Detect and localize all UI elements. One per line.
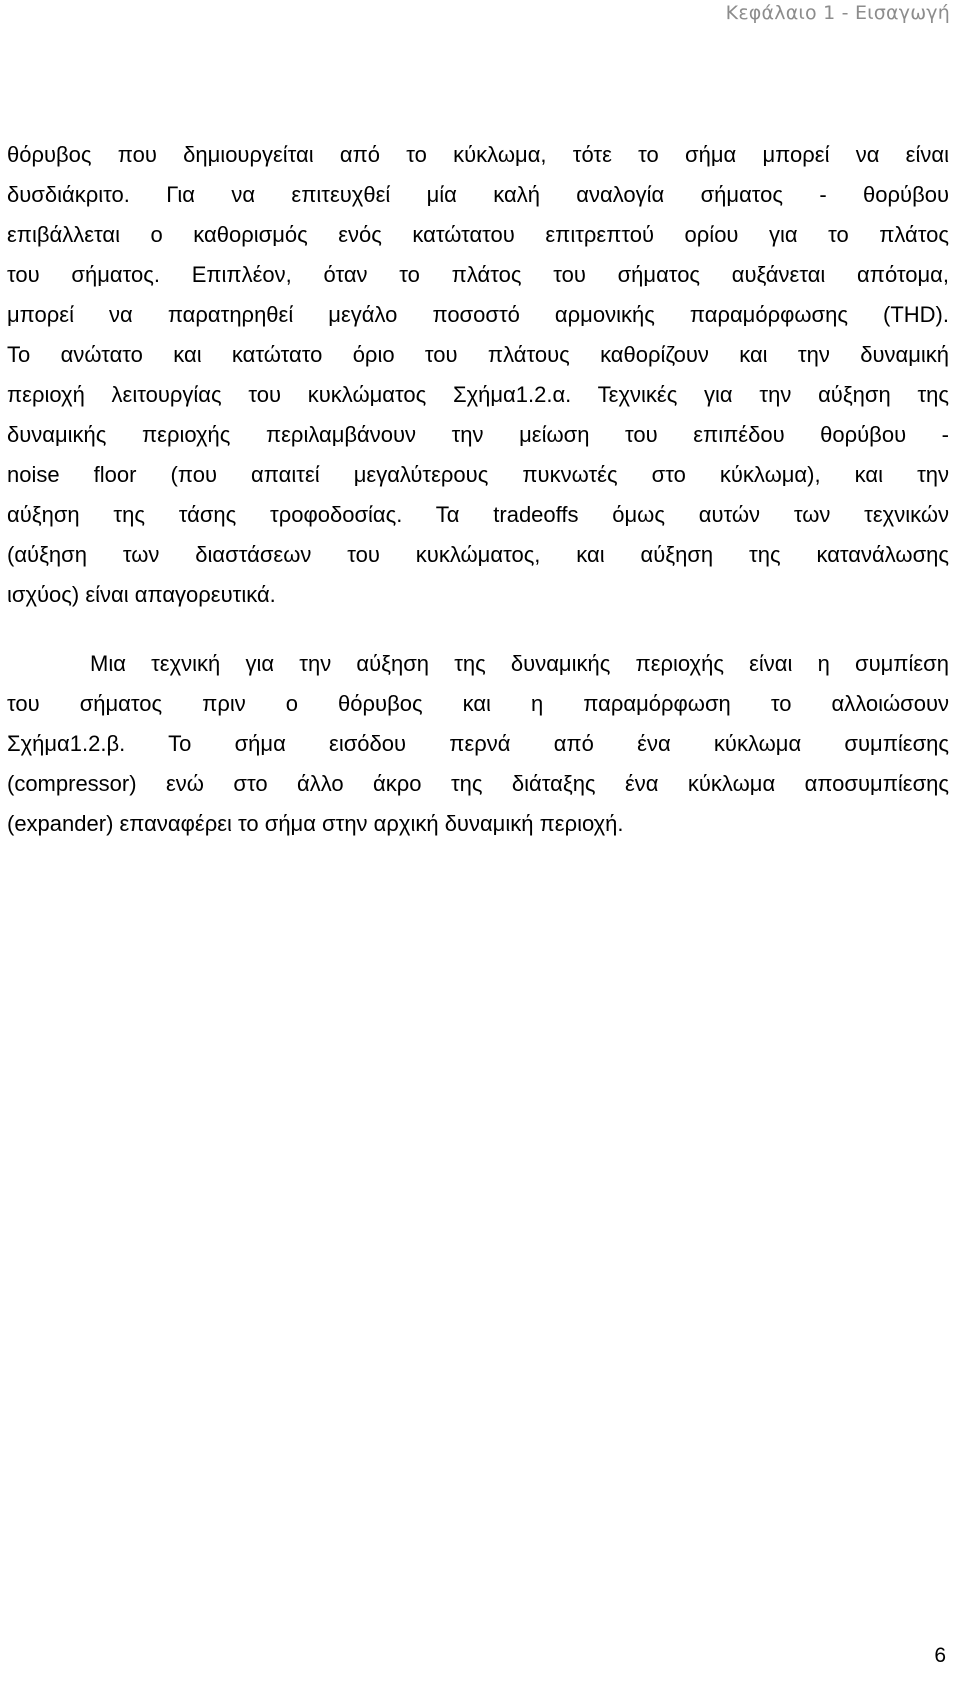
paragraph-line: Σχήμα1.2.β. Το σήμα εισόδου περνά από ένα κύκλωμα συμπίεσης xyxy=(7,731,949,756)
paragraph-line: του σήματος πριν ο θόρυβος και η παραμόρφωση το αλλοιώσουν xyxy=(7,691,949,716)
page-number: 6 xyxy=(934,1644,946,1667)
paragraph-line: περιοχή λειτουργίας του κυκλώματος Σχήμα1.2.α. Τεχνικές για την αύξηση της xyxy=(7,382,949,407)
paragraph-line: επιβάλλεται ο καθορισμός ενός κατώτατου επιτρεπτού ορίου για το πλάτος xyxy=(7,222,949,247)
paragraph-line: αύξηση της τάσης τροφοδοσίας. Τα tradeoffs όμως αυτών των τεχνικών xyxy=(7,502,949,527)
paragraph-line: (compressor) ενώ στο άλλο άκρο της διάταξης ένα κύκλωμα αποσυμπίεσης xyxy=(7,771,949,796)
paragraph-line: ισχύος) είναι απαγορευτικά. xyxy=(7,582,276,607)
document-body xyxy=(7,135,949,844)
paragraph-spacer xyxy=(7,615,949,644)
paragraph-line: noise floor (που απαιτεί μεγαλύτερους πυκνωτές στο κύκλωμα), και την xyxy=(7,462,949,487)
paragraph-2 xyxy=(7,644,949,844)
paragraph-line: του σήματος. Επιπλέον, όταν το πλάτος του σήματος αυξάνεται απότομα, xyxy=(7,262,949,287)
paragraph-line: δυναμικής περιοχής περιλαμβάνουν την μείωση του επιπέδου θορύβου - xyxy=(7,422,949,447)
paragraph-1 xyxy=(7,135,949,615)
paragraph-line: θόρυβος που δημιουργείται από το κύκλωμα, τότε το σήμα μπορεί να είναι xyxy=(7,142,949,167)
paragraph-line: δυσδιάκριτο. Για να επιτευχθεί μία καλή αναλογία σήματος - θορύβου xyxy=(7,182,949,207)
paragraph-line: Το ανώτατο και κατώτατο όριο του πλάτους καθορίζουν και την δυναμική xyxy=(7,342,949,367)
paragraph-line: μπορεί να παρατηρηθεί μεγάλο ποσοστό αρμονικής παραμόρφωσης (THD). xyxy=(7,302,949,327)
paragraph-line: Μια τεχνική για την αύξηση της δυναμικής περιοχής είναι η συμπίεση xyxy=(90,651,949,676)
paragraph-line: (αύξηση των διαστάσεων του κυκλώματος, και αύξηση της κατανάλωσης xyxy=(7,542,949,567)
paragraph-line: (expander) επαναφέρει το σήμα στην αρχική δυναμική περιοχή. xyxy=(7,811,624,836)
running-header-chapter-title: Κεφάλαιο 1 - Εισαγωγή xyxy=(725,2,950,24)
